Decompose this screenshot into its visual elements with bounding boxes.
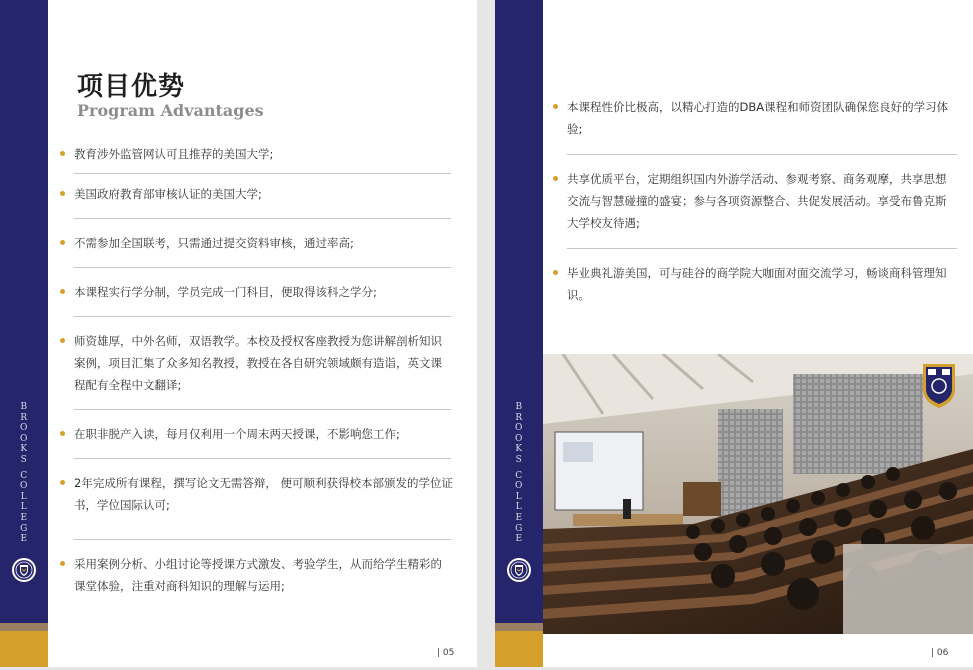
page-subtitle: Program Advantages: [77, 101, 264, 120]
spine-letter: S: [20, 454, 28, 465]
divider: [74, 267, 451, 268]
list-item-text: 在职非脱产入读，每月仅利用一个周末两天授课，不影响您工作;: [74, 427, 400, 441]
bullet-icon: [60, 480, 65, 485]
bullet-icon: [60, 240, 65, 245]
spine-letter: K: [515, 444, 523, 455]
spine-tan-band: [0, 623, 48, 631]
bullet-icon: [553, 104, 558, 109]
divider: [74, 539, 451, 540]
spine-letter: R: [20, 412, 28, 423]
bullet-icon: [553, 176, 558, 181]
bullet-icon: [553, 270, 558, 275]
page-number: | 05: [437, 648, 455, 658]
advantages-list: [60, 143, 453, 597]
list-item: [60, 143, 453, 165]
college-seal-icon: [11, 557, 37, 583]
list-item-text: 本课程性价比极高，以精心打造的DBA课程和师资团队确保您良好的学习体验;: [567, 100, 949, 136]
right-spine: [495, 0, 543, 667]
list-item-text: 美国政府教育部审核认证的美国大学;: [74, 187, 262, 201]
list-item-text: 共享优质平台，定期组织国内外游学活动、参观考察、商务观摩，共享思想交流与智慧碰撞的盛宴；参与各项资源整合、共促发展活动。享受布鲁克斯大学校友待遇;: [567, 172, 947, 230]
spine-letter: E: [20, 512, 28, 523]
spine-letter: B: [20, 402, 28, 412]
spine-letter: L: [20, 491, 28, 502]
list-item: [60, 330, 453, 396]
spine-letter: K: [20, 444, 28, 455]
spine-gold-band: [495, 631, 543, 667]
spine-gold-band: [0, 631, 48, 667]
divider: [567, 248, 957, 249]
list-item: [60, 472, 453, 516]
list-item: [60, 183, 453, 205]
page-title: 项目优势: [77, 72, 186, 102]
list-item-text: 本课程实行学分制，学员完成一门科目，便取得该科之学分;: [74, 285, 377, 299]
list-item-text: 毕业典礼游美国，可与硅谷的商学院大咖面对面交流学习，畅谈商科管理知识。: [567, 266, 947, 302]
list-item-text: 师资雄厚，中外名师，双语教学。本校及授权客座教授为您讲解剖析知识案例，项目汇集了众多知名教授，教授在各自研究领域颇有造诣，英文课程配有全程中文翻译;: [74, 334, 442, 392]
left-spine: [0, 0, 48, 667]
bullet-icon: [60, 289, 65, 294]
spine-letter: L: [515, 491, 523, 502]
divider: [74, 173, 451, 174]
list-item-text: 不需参加全国联考，只需通过提交资料审核，通过率高;: [74, 236, 354, 250]
spine-letter: O: [20, 423, 28, 434]
spine-letter: L: [20, 502, 28, 513]
spine-letter: B: [515, 402, 523, 412]
spine-brand-text: [0, 402, 48, 545]
bullet-icon: [60, 338, 65, 343]
divider: [74, 316, 451, 317]
list-item: [60, 423, 453, 445]
list-item-text: 2年完成所有课程，撰写论文无需答辩， 便可顺利获得校本部颁发的学位证书，学位国际认可;: [74, 476, 453, 512]
spine-letter: O: [515, 423, 523, 434]
spine-letter: O: [515, 481, 523, 492]
bullet-icon: [60, 561, 65, 566]
spine-letter: E: [20, 534, 28, 545]
college-seal-icon: [506, 557, 532, 583]
bullet-icon: [60, 151, 65, 156]
spine-letter: O: [20, 433, 28, 444]
spine-letter: C: [515, 470, 523, 481]
divider: [567, 154, 957, 155]
list-item: [553, 96, 949, 140]
bullet-icon: [60, 431, 65, 436]
spine-letter: C: [20, 470, 28, 481]
divider: [74, 458, 451, 459]
list-item-text: 采用案例分析、小组讨论等授课方式激发、考验学生，从而给学生精彩的课堂体验，注重对商科知识的理解与运用;: [74, 557, 442, 593]
list-item: [60, 553, 453, 597]
list-item: [60, 281, 453, 303]
spine-letter: O: [515, 433, 523, 444]
spine-letter: O: [20, 481, 28, 492]
spine-letter: L: [515, 502, 523, 513]
spine-letter: E: [515, 512, 523, 523]
spine-letter: G: [20, 523, 28, 534]
page-number: | 06: [931, 648, 949, 658]
list-item: [60, 232, 453, 254]
spine-letter: S: [515, 454, 523, 465]
list-item: [553, 262, 949, 306]
divider: [74, 409, 451, 410]
list-item-text: 教育涉外监管网认可且推荐的美国大学;: [74, 147, 274, 161]
spine-brand-text: [495, 402, 543, 545]
page-05: [0, 0, 477, 667]
list-item: [553, 168, 949, 234]
lecture-hall-photo: [543, 354, 973, 634]
bullet-icon: [60, 191, 65, 196]
divider: [74, 218, 451, 219]
spine-tan-band: [495, 623, 543, 631]
advantages-list-continued: [553, 96, 949, 306]
spine-letter: E: [515, 534, 523, 545]
spine-letter: G: [515, 523, 523, 534]
spine-letter: R: [515, 412, 523, 423]
